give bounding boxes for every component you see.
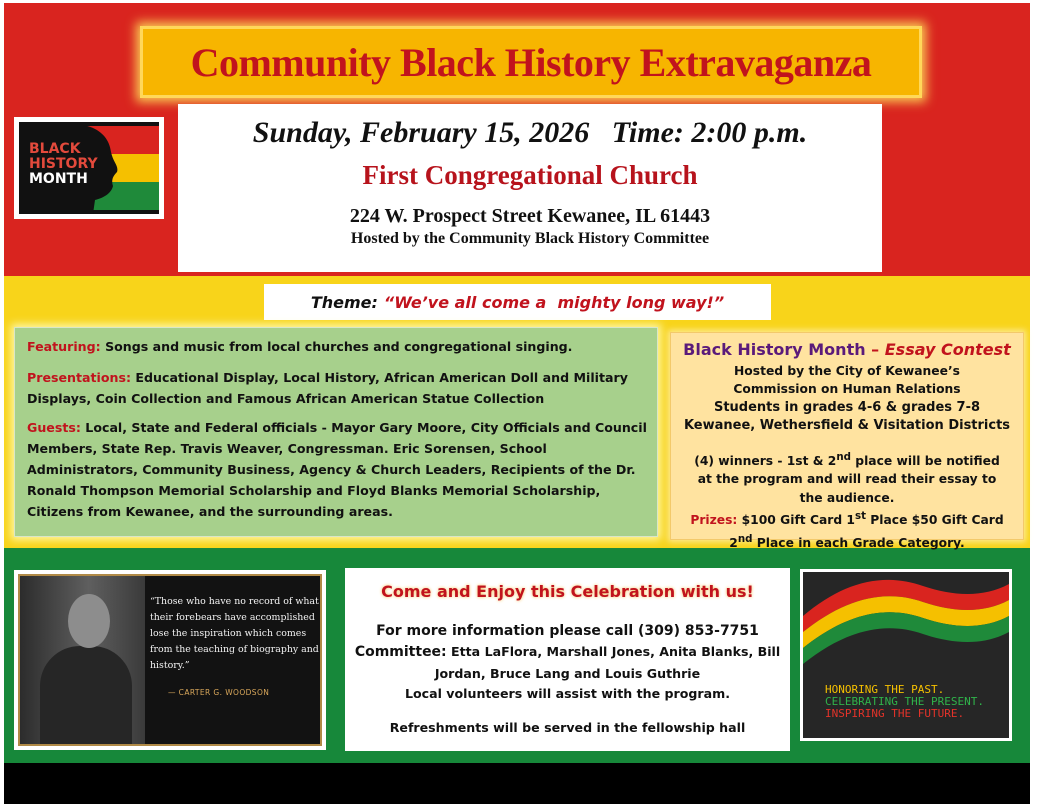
essay-contest-panel: [670, 332, 1024, 550]
ribbon-image: [800, 569, 1012, 741]
contact-phone-line: For more information please call (309) 853-7751: [376, 623, 759, 639]
featuring-paragraph: [27, 336, 647, 357]
presentations-text: Educational Display, Local History, African American Doll and Military Displays, Coin Collection and Famous African American Statue Collection: [27, 370, 628, 406]
presentations-label: Presentations:: [27, 370, 131, 385]
portrait-photo: [20, 576, 145, 744]
theme-quote: “We’ve all come a mighty long way!”: [383, 292, 725, 312]
essay-winners: [671, 448, 1023, 508]
prizes-text-c: Place in each Grade Category.: [752, 535, 965, 550]
prizes-sup-second: nd: [737, 532, 753, 545]
refreshments-note: Refreshments will be served in the fellowship hall: [389, 720, 746, 735]
winners-text-a: (4) winners - 1st & 2: [694, 453, 837, 468]
event-address: 224 W. Prospect Street Kewanee, IL 61443: [349, 205, 711, 227]
prizes-sup-first: st: [854, 510, 866, 523]
featuring-text: Songs and music from local churches and congregational singing.: [105, 339, 573, 354]
logo-line-month: MONTH: [29, 171, 88, 187]
black-band: [4, 763, 1030, 804]
essay-host-line: Hosted by the City of Kewanee’s: [734, 363, 960, 378]
title-banner: [140, 26, 922, 98]
committee-members: Etta LaFlora, Marshall Jones, Anita Blanks, Bill Jordan, Bruce Lang and Louis Guthrie: [434, 644, 781, 681]
essay-districts-line: Kewanee, Wethersfield & Visitation Districts: [683, 418, 1011, 433]
slogan-line-present: CELEBRATING THE PRESENT.: [825, 695, 984, 708]
event-details: [178, 104, 882, 272]
black-history-month-logo: [14, 117, 164, 219]
logo-text: [29, 142, 98, 187]
come-enjoy-heading: Come and Enjoy this Celebration with us!: [381, 582, 754, 601]
theme-label: Theme:: [310, 292, 378, 312]
essay-grades-line: Students in grades 4-6 & grades 7-8: [713, 399, 981, 415]
logo-line-black: BLACK: [29, 141, 81, 157]
portrait-head: [68, 594, 110, 648]
essay-title-main: Black History Month: [683, 340, 866, 359]
quote-author: — CARTER G. WOODSON: [168, 688, 270, 697]
winners-text-b: place will be notified at the program and will read their essay to the audience.: [697, 453, 1000, 505]
presentations-paragraph: [27, 367, 647, 409]
essay-title-contest: Essay Contest: [884, 340, 1011, 359]
featuring-label: Featuring:: [27, 339, 101, 354]
slogan-line-future: INSPIRING THE FUTURE.: [825, 707, 965, 720]
slogan-line-past: HONORING THE PAST.: [825, 683, 945, 696]
guests-paragraph: [27, 417, 647, 522]
page-title: Community Black History Extravaganza: [190, 39, 872, 85]
quote-image-frame: [18, 574, 322, 746]
prizes-text-a: $100 Gift Card 1: [737, 513, 855, 528]
portrait-body: [40, 646, 132, 746]
event-host: Hosted by the Community Black History Committee: [350, 230, 710, 247]
guests-text: Local, State and Federal officials - Mayor Gary Moore, City Officials and Council Members, State Rep. Travis Weaver, Congressman. Eric Sorensen, School Administrators, Community Business, Agency & Church Leaders, Recipients of the Dr. Ronald Thompson Memorial Scholarship and Floyd Blanks Memorial Scholarship, Citizens from Kewanee, and the surrounding areas.: [27, 420, 647, 519]
woodson-quote-image: [14, 570, 326, 750]
theme-banner: [264, 284, 771, 320]
essay-title-dash: –: [865, 340, 885, 359]
prizes-label: Prizes:: [690, 513, 738, 528]
quote-text: “Those who have no record of what their forebears have accomplished lose the inspiration which comes from the teaching of biography and history.”: [150, 596, 319, 671]
event-date-time: Sunday, February 15, 2026 Time: 2:00 p.m.: [252, 116, 808, 149]
guests-label: Guests:: [27, 420, 81, 435]
essay-commission-line: Commission on Human Relations: [733, 382, 961, 396]
event-venue: First Congregational Church: [362, 160, 698, 190]
committee-label: Committee:: [354, 644, 447, 660]
essay-title: [671, 341, 1023, 360]
committee-list: [345, 641, 790, 684]
logo-line-history: HISTORY: [29, 156, 98, 172]
ribbon-slogan: [825, 684, 984, 720]
volunteers-note: Local volunteers will assist with the program.: [404, 686, 731, 701]
winners-sup: nd: [836, 450, 851, 463]
featuring-panel: [14, 327, 658, 537]
ribbon-image-frame: [803, 572, 1009, 738]
essay-prizes: [671, 507, 1023, 552]
info-panel: [345, 568, 790, 751]
logo-art: [19, 122, 159, 214]
prizes-text-b: Place $50 Gift Card 2: [729, 513, 1004, 550]
